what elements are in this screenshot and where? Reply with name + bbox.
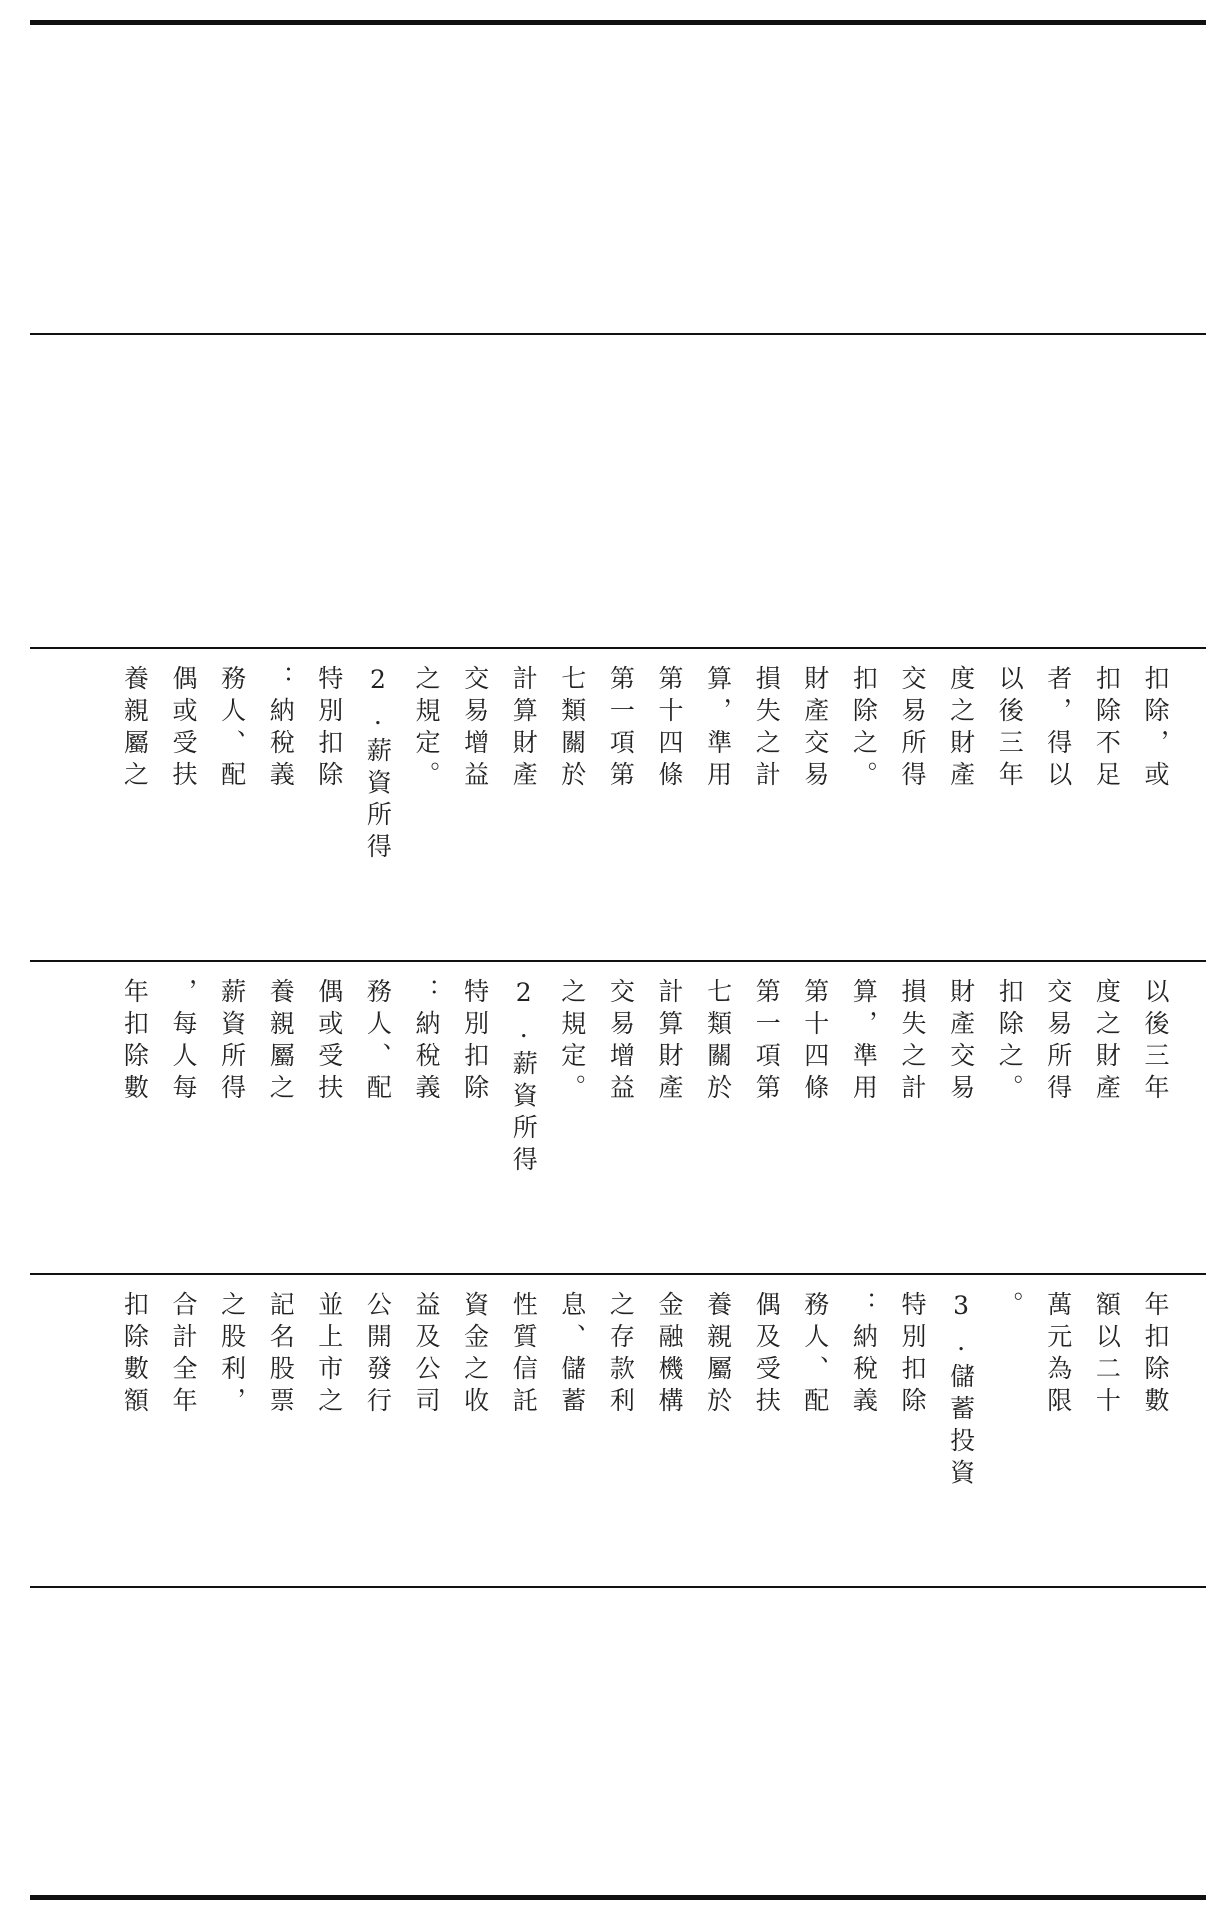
text-column: 3.儲蓄投資 [946, 1291, 976, 1491]
text-column: 扣除之。 [995, 978, 1025, 1106]
text-column: 第十四條 [800, 978, 830, 1106]
text-column: 息、儲蓄 [557, 1291, 587, 1419]
text-column: 第一項第 [752, 978, 782, 1106]
text-column: 。 [995, 1291, 1025, 1323]
text-column: 合計全年 [169, 1291, 198, 1419]
text-column: 偶或受扶 [169, 665, 198, 793]
text-column: 扣除，或 [1141, 665, 1170, 793]
text-column: 偶或受扶 [314, 978, 344, 1106]
text-block-2 [30, 336, 1206, 648]
text-column: 以後三年 [995, 665, 1025, 793]
text-column: 損失之計 [898, 978, 927, 1106]
text-column: 養親屬於 [703, 1291, 733, 1419]
text-column: 第一項第 [606, 665, 636, 793]
text-column: 性質信託 [509, 1291, 539, 1419]
text-column: 扣除數額 [120, 1291, 150, 1419]
text-column: ，每人每 [169, 978, 198, 1106]
text-column: ：納稅義 [412, 978, 441, 1106]
bottom-border-rule [30, 1895, 1206, 1900]
text-column: 年扣除數 [120, 978, 150, 1106]
text-column: ：納稅義 [266, 665, 296, 793]
text-column: 務人、配 [217, 665, 247, 793]
text-column: 計算財產 [655, 978, 684, 1106]
text-column: 額以二十 [1092, 1291, 1122, 1419]
text-column: 扣除不足 [1092, 665, 1122, 793]
text-column: 損失之計 [752, 665, 782, 793]
text-column: 算，準用 [849, 978, 879, 1106]
text-column: 並上市之 [314, 1291, 344, 1419]
text-column: ：納稅義 [849, 1291, 879, 1419]
text-column: 財產交易 [946, 978, 976, 1106]
text-column: 金融機構 [655, 1291, 684, 1419]
text-column: 以後三年 [1141, 978, 1170, 1106]
text-column: 偶及受扶 [752, 1291, 782, 1419]
text-column: 七類關於 [703, 978, 733, 1106]
text-column: 年扣除數 [1141, 1291, 1170, 1419]
text-column: 交易所得 [1043, 978, 1073, 1106]
text-column: 公開發行 [363, 1291, 393, 1419]
text-column: 2.薪資所得 [363, 665, 393, 865]
text-column: 交易增益 [606, 978, 636, 1106]
text-block-5 [30, 1275, 1206, 1587]
text-column: 扣除之。 [849, 665, 879, 793]
text-column: 特別扣除 [460, 978, 490, 1106]
text-column: 資金之收 [460, 1291, 490, 1419]
text-column: 度之財產 [1092, 978, 1122, 1106]
text-column: 之存款利 [606, 1291, 636, 1419]
text-column: 養親屬之 [120, 665, 150, 793]
text-column: 特別扣除 [898, 1291, 927, 1419]
text-column: 之股利， [217, 1291, 247, 1419]
text-column: 特別扣除 [314, 665, 344, 793]
text-column: 計算財產 [509, 665, 539, 793]
text-column: 者，得以 [1043, 665, 1073, 793]
text-column: 務人、配 [800, 1291, 830, 1419]
text-column: 務人、配 [363, 978, 393, 1106]
text-column: 之規定。 [557, 978, 587, 1106]
text-column: 七類關於 [557, 665, 587, 793]
text-column: 度之財產 [946, 665, 976, 793]
text-column: 財產交易 [800, 665, 830, 793]
text-column: 益及公司 [412, 1291, 441, 1419]
text-column: 記名股票 [266, 1291, 296, 1419]
text-column: 之規定。 [412, 665, 441, 793]
text-column: 2.薪資所得 [509, 978, 539, 1178]
text-block-3 [30, 649, 1206, 961]
text-column: 薪資所得 [217, 978, 247, 1106]
text-column: 第十四條 [655, 665, 684, 793]
text-column: 養親屬之 [266, 978, 296, 1106]
text-column: 交易所得 [898, 665, 927, 793]
text-block-4 [30, 962, 1206, 1274]
text-column: 萬元為限 [1043, 1291, 1073, 1419]
text-block-1 [30, 23, 1206, 335]
text-column: 交易增益 [460, 665, 490, 793]
text-column: 算，準用 [703, 665, 733, 793]
